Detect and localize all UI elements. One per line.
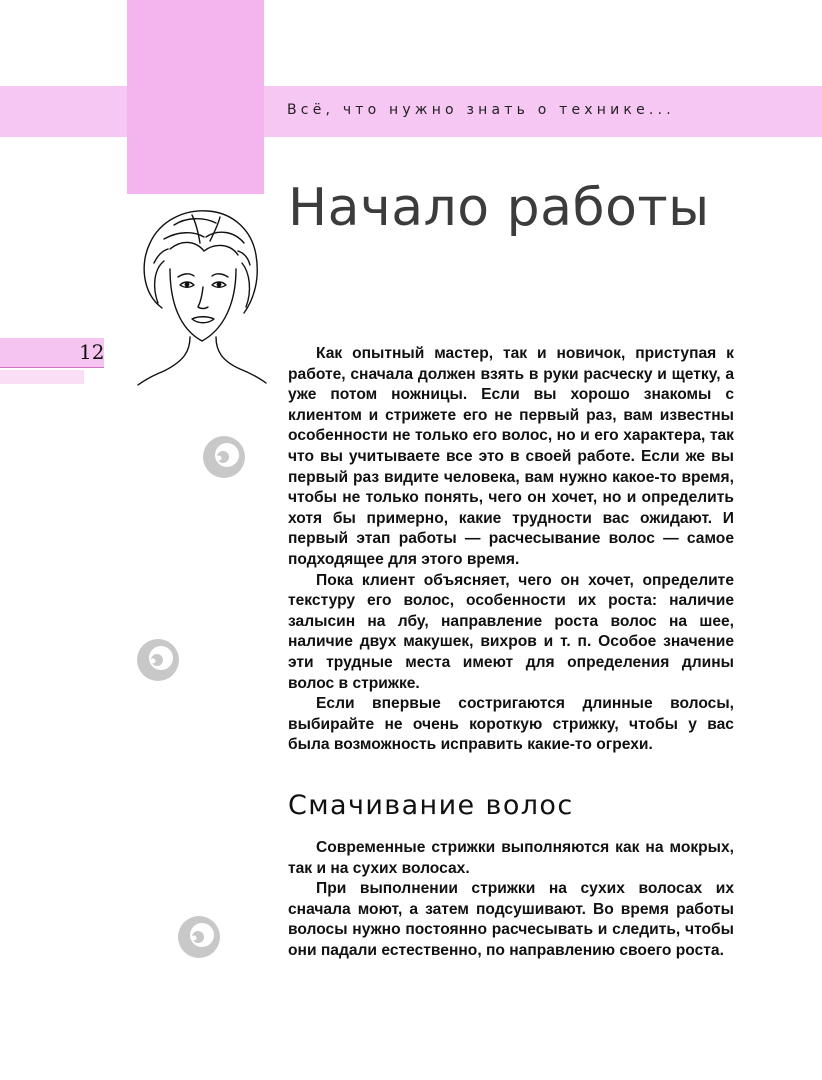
section-heading: Смачивание волос: [288, 790, 574, 821]
woman-portrait-icon: [134, 203, 270, 388]
paragraph: Как опытный мастер, так и новичок, приступая к работе, сначала должен взять в руки расческу и щетку, а уже потом ножницы. Если вы хорошо знакомы с клиентом и стрижете его не первый раз, вам известны особенности не только его волос, но и его характера, так что вы учитываете все это в своей работе. Если же вы первый раз видите человека, вам нужно какое-то время, чтобы не только понять, чего он хочет, но и определить хотя бы примерно, какие трудности вас ожидают. И первый этап работы — расчесывание волос — самое подходящее для этого время.: [288, 345, 734, 568]
swirl-ornament-icon: [199, 432, 249, 482]
page-number-band-lower: [0, 370, 84, 384]
paragraph: Пока клиент объясняет, чего он хочет, определите текстуру его волос, особенности их роста: наличие залысин на лбу, направление роста волос на шее, наличие двух макушек, вихров и т. п. Особое значение эти трудные места имеют для определения длины волос в стрижке.: [288, 571, 734, 692]
paragraph: Если впервые состригаются длинные волосы, выбирайте не очень короткую стрижку, чтобы у вас была возможность исправить какие-то огрехи.: [288, 695, 734, 754]
section-text: [288, 838, 734, 962]
page-title: Начало работы: [288, 178, 710, 238]
paragraph: При выполнении стрижки на сухих волосах их сначала моют, а затем подсушивают. Во время работы волосы нужно постоянно расчесывать и следить, чтобы они падали естественно, по направлению своего роста.: [288, 880, 734, 959]
running-head: Всё, что нужно знать о технике...: [287, 102, 675, 118]
page-number: 12: [79, 340, 105, 364]
swirl-ornament-icon: [133, 635, 183, 685]
corner-accent-block: [127, 0, 264, 194]
main-text: [288, 344, 734, 756]
swirl-ornament-icon: [174, 912, 224, 962]
paragraph: Современные стрижки выполняются как на мокрых, так и на сухих волосах.: [288, 839, 734, 877]
page-number-rule: [0, 367, 104, 368]
